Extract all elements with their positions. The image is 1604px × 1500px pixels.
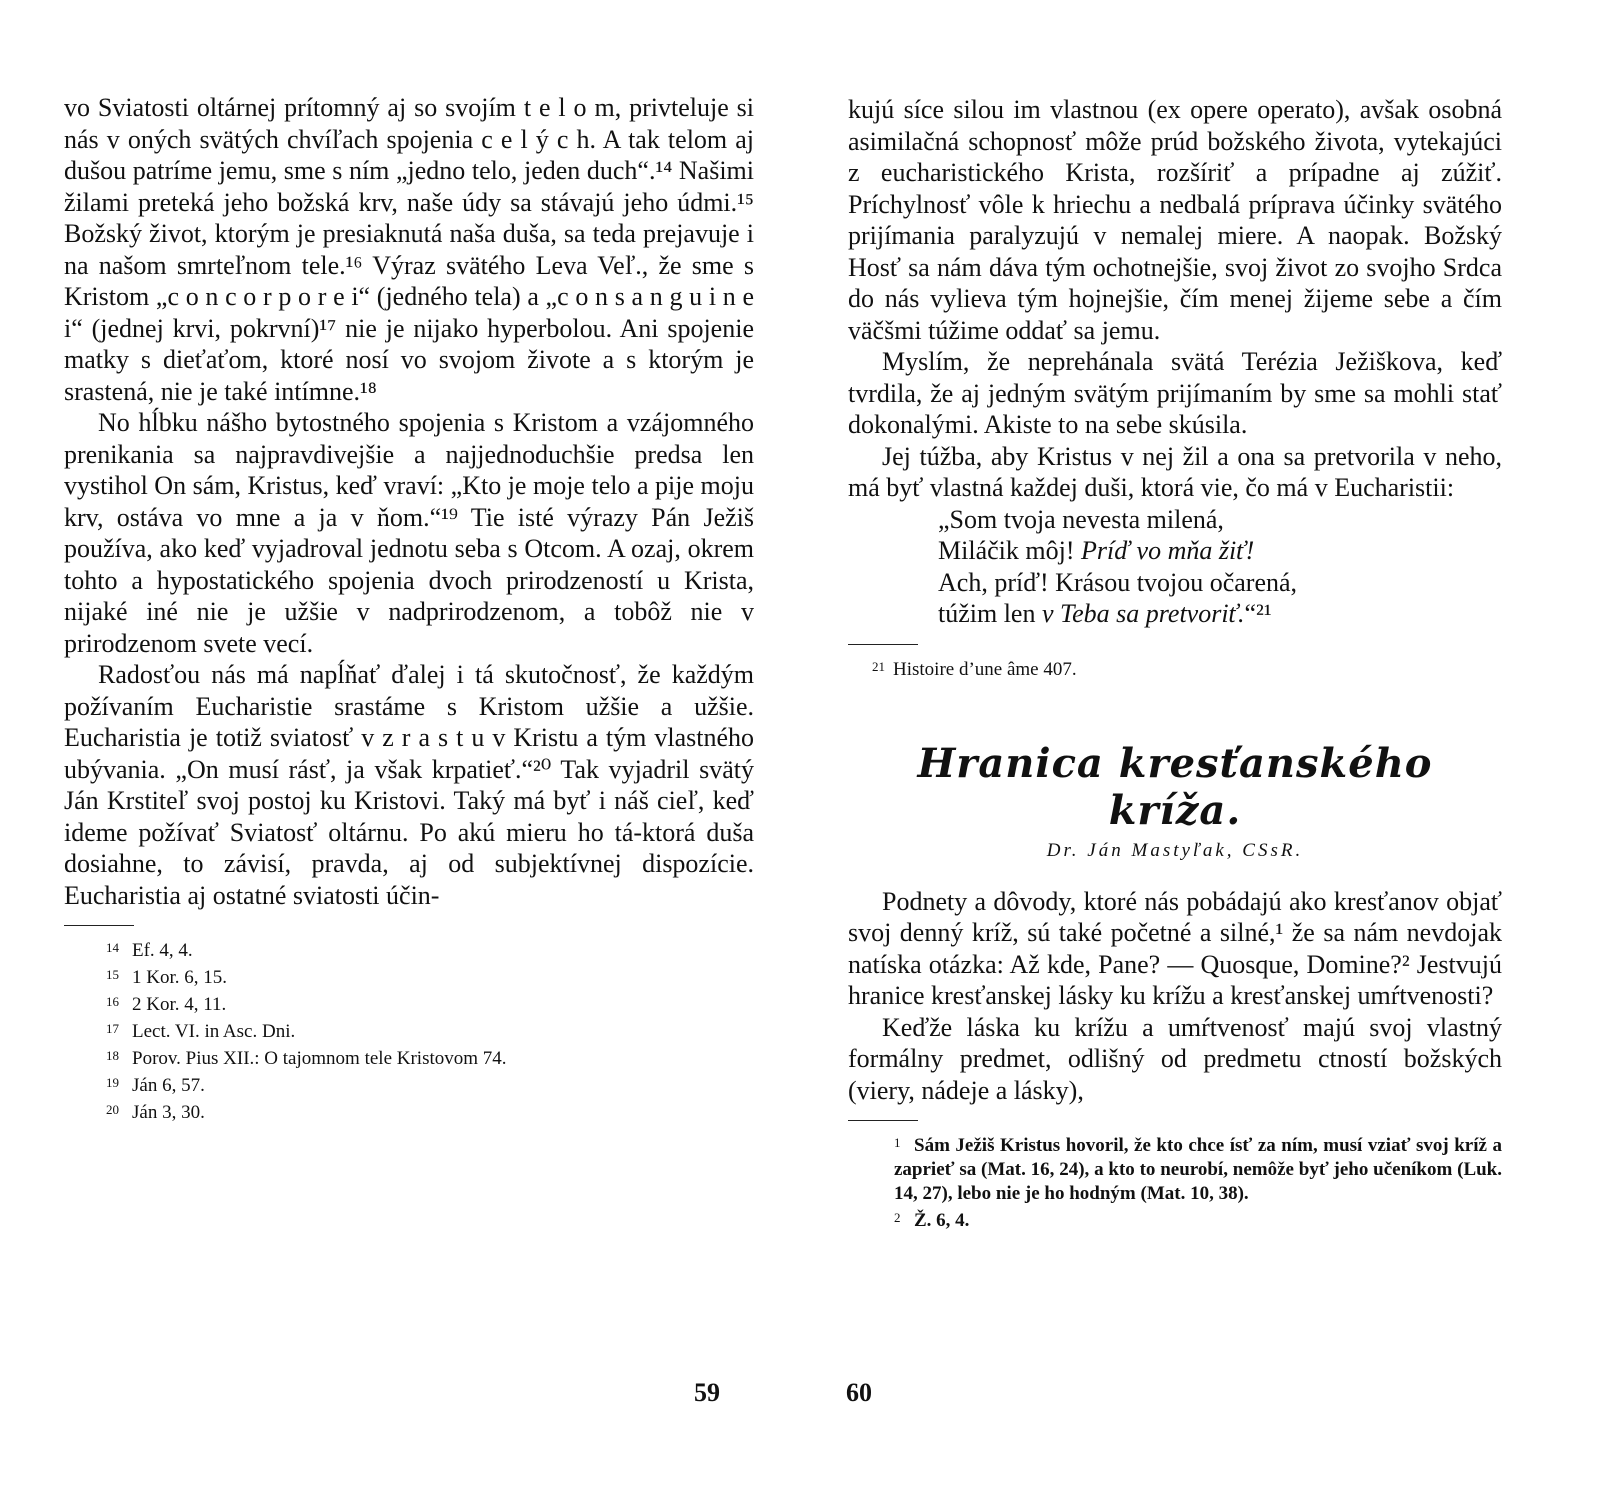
right-page <box>802 0 1604 1500</box>
footnote <box>894 1206 1502 1233</box>
footnote-divider <box>64 925 134 926</box>
footnote-number: 1 <box>894 1135 901 1150</box>
footnote-number: 16 <box>106 994 119 1009</box>
footnote-number: 14 <box>106 940 119 955</box>
footnote-divider <box>848 644 918 645</box>
paragraph: vo Sviatosti oltárnej prítomný aj so svojím t e l o m, privteluje si nás v oných svätých chvíľach spojenia c e l ý c h. A tak telom aj dušou patríme jemu, sme s ním „jedno telo, jeden duch“.¹⁴ Našimi žilami preteká jeho božská krv, naše údy sa stávajú jeho údmi.¹⁵ Božský život, ktorým je presiaknutá naša duša, sa teda prejavuje i na našom smrteľnom tele.¹⁶ Výraz svätého Leva Veľ., že sme s Kristom „c o n c o r p o r e i“ (jedného tela) a „c o n s a n g u i n e i“ (jednej krvi, pokrvní)¹⁷ nie je nijako hyperbolou. Ani spojenie matky s dieťaťom, ktoré nosí vo svojom živote a s ktorým je srastená, nie je také intímne.¹⁸ <box>64 93 754 406</box>
paragraph: Jej túžba, aby Kristus v nej žil a ona sa pretvorila v neho, má byť vlastná každej duši, ktorá vie, čo má v Eucharistii: <box>848 441 1502 502</box>
footnote-number: 15 <box>106 967 119 982</box>
footnote-number: 19 <box>106 1075 119 1090</box>
page-number: 60 <box>846 1378 872 1407</box>
footnote-text: 2 Kor. 4, 11. <box>132 994 227 1015</box>
footnote <box>106 1044 754 1071</box>
footnote <box>106 990 754 1017</box>
footnotes <box>64 936 754 1125</box>
left-page-body <box>64 92 754 1125</box>
paragraph: kujú síce silou im vlastnou (ex opere operato), avšak osobná asimilačná schopnosť môže prúd božského života, vytekajúci z eucharistického Krista, rozšíriť a prípadne aj zúžiť. Príchylnosť vôle k hriechu a nedbalá príprava účinky svätého prijímania paralyzujú v nemalej miere. A naopak. Božský Hosť sa nám dáva tým ochotnejšie, svoj život zo svojho Srdca do nás vylieva tým hojnejšie, čím menej žijeme sebe a čím väčšmi túžime oddať sa jemu. <box>848 95 1502 345</box>
footnotes <box>848 1131 1502 1233</box>
footnote <box>106 936 754 963</box>
footnote-text: Ef. 4, 4. <box>132 940 193 961</box>
footnote <box>894 1131 1502 1206</box>
footnote-number: 2 <box>894 1210 901 1225</box>
footnote-text: Porov. Pius XII.: O tajomnom tele Kristovom 74. <box>132 1048 507 1069</box>
article-heading: Hranica kresťanského kríža. <box>917 739 1433 834</box>
poem-line <box>938 535 1502 567</box>
footnote <box>872 655 1502 682</box>
paragraph: Podnety a dôvody, ktoré nás pobádajú ako kresťanov objať svoj denný kríž, sú také početné a silné,¹ že sa nám nevdojak natíska otázka: Až kde, Pane? — Quosque, Domine?² Jestvujú hranice kresťanskej lásky ku krížu a kresťanskej umŕtvenosti? <box>848 886 1502 1010</box>
footnote-text: Sám Ježiš Kristus hovoril, že kto chce ísť za ním, musí vziať svoj kríž a zaprieť sa (Mat. 16, 24), a kto to neurobí, nemôže byť jeho učeníkom (Luk. 14, 27), lebo nie je ho hodným (Mat. 10, 38). <box>894 1135 1502 1204</box>
footnote-number: 21 <box>872 658 885 674</box>
footnote <box>106 963 754 990</box>
footnote-text: Ž. 6, 4. <box>914 1210 970 1231</box>
footnote-number: 17 <box>106 1021 119 1036</box>
right-page-body <box>848 94 1502 1233</box>
paragraph: Keďže láska ku krížu a umŕtvenosť majú svoj vlastný formálny predmet, odlišný od predmetu ctností božských (viery, nádeje a lásky), <box>848 1012 1502 1105</box>
paragraph: Myslím, že neprehánala svätá Terézia Ježiškova, keď tvrdila, že aj jedným svätým prijímaním by sme sa mohli stať dokonalými. Akiste to na sebe skúsila. <box>848 347 1502 439</box>
footnote-number: 20 <box>106 1102 119 1117</box>
poem-line: „Som tvoja nevesta milená, <box>938 504 1224 534</box>
poem-text: Miláčik môj! <box>938 536 1081 565</box>
poem-text: túžim len <box>938 599 1042 628</box>
page-number: 59 <box>694 1378 720 1407</box>
poem-emphasis: Príď vo mňa žiť! <box>1080 536 1255 565</box>
poem-emphasis: v Teba sa pretvoriť. <box>1041 599 1245 628</box>
footnote-divider <box>848 1120 918 1121</box>
paragraph: Radosťou nás má napĺňať ďalej i tá skutočnosť, že každým požívaním Eucharistie srastáme s Kristom užšie a užšie. Eucharistia je totiž sviatosť v z r a s t u v Kristu a tým vlastného ubývania. „On musí rásť, ja však krpatieť.“²⁰ Tak vyjadril svätý Ján Krstiteľ svoj postoj ku Kristovi. Taký má byť i náš cieľ, keď ideme požívať Sviatosť oltárnu. Po akú mieru ho tá-ktorá duša dosiahne, to závisí, pravda, aj od subjektívnej dispozície. Eucharistia aj ostatné sviatosti účin- <box>64 660 754 910</box>
footnote <box>106 1017 754 1044</box>
poem-quote <box>938 504 1502 630</box>
footnote <box>106 1098 754 1125</box>
footnote-number: 18 <box>106 1048 119 1063</box>
poem-line <box>938 598 1502 630</box>
footnote-text: Ján 3, 30. <box>132 1102 205 1123</box>
paragraph: No hĺbku nášho bytostného spojenia s Kristom a vzájomného prenikania sa najpravdivejšie a najjednoduchšie predsa len vystihol On sám, Kristus, keď vraví: „Kto je moje telo a pije moju krv, ostáva vo mne a ja v ňom.“¹⁹ Tie isté výrazy Pán Ježiš používa, ako keď vyjadroval jednotu seba s Otcom. A ozaj, okrem tohto a hypostatického spojenia dvoch prirodzeností u Krista, nijaké iné nie je užšie v nadprirodzenom, a tobôž nie v prirodzenom svete vecí. <box>64 408 754 658</box>
footnote-text: Ján 6, 57. <box>132 1075 205 1096</box>
footnote-text: 1 Kor. 6, 15. <box>132 967 227 988</box>
footnote-text: Lect. VI. in Asc. Dni. <box>132 1021 296 1042</box>
footnote-text: Histoire d’une âme 407. <box>893 658 1077 680</box>
poem-line: Ach, príď! Krásou tvojou očarená, <box>938 567 1298 597</box>
article-byline: Dr. Ján Mastyľak, CSsR. <box>1046 839 1304 861</box>
poem-text: “²¹ <box>1244 599 1272 628</box>
footnote <box>106 1071 754 1098</box>
